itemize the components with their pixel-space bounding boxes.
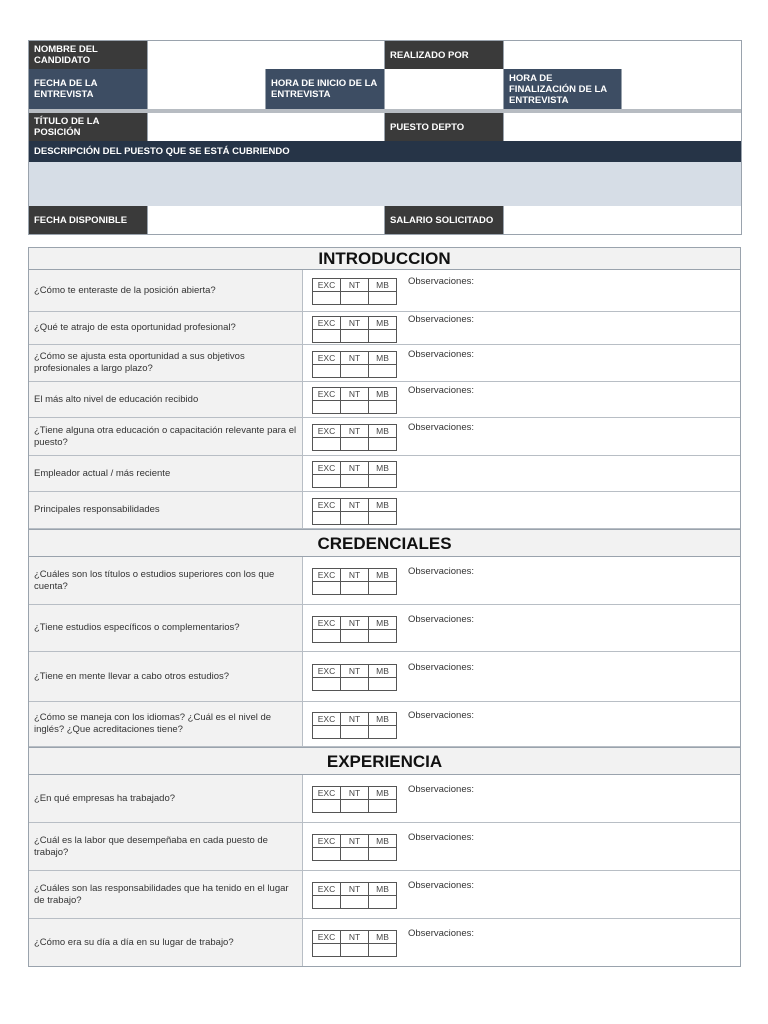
- salary-field[interactable]: [504, 206, 741, 234]
- rating-label-mb: MB: [369, 713, 397, 726]
- question-text: ¿Cuáles son los títulos o estudios superiores con los que cuenta?: [29, 557, 303, 604]
- observations-label: Observaciones:: [408, 928, 475, 939]
- rating-label-nt: NT: [341, 388, 369, 401]
- question-text: ¿Cómo te enteraste de la posición abierta?: [29, 270, 303, 311]
- rating-box-exc[interactable]: [313, 848, 341, 861]
- answer-cell: [303, 919, 740, 966]
- question-row: [29, 823, 740, 871]
- rating-label-mb: MB: [369, 665, 397, 678]
- question-row: [29, 702, 740, 747]
- question-row: [29, 605, 740, 652]
- rating-label-exc: EXC: [313, 617, 341, 630]
- description-field[interactable]: [29, 162, 741, 206]
- rating-label-exc: EXC: [313, 462, 341, 475]
- observations-label: Observaciones:: [408, 784, 475, 795]
- position-title-label: TÍTULO DE LA POSICIÓN: [29, 113, 148, 141]
- rating-box-nt[interactable]: [341, 582, 369, 595]
- question-row: [29, 270, 740, 312]
- rating-box-nt[interactable]: [341, 678, 369, 691]
- rating-box-exc[interactable]: [313, 401, 341, 414]
- performed-by-field[interactable]: [504, 41, 741, 69]
- question-row: [29, 557, 740, 605]
- rating-label-mb: MB: [369, 569, 397, 582]
- rating-grid: [312, 316, 397, 343]
- answer-cell: [303, 775, 740, 822]
- question-row: [29, 418, 740, 456]
- rating-box-mb[interactable]: [369, 438, 397, 451]
- rating-label-exc: EXC: [313, 279, 341, 292]
- question-text: El más alto nivel de educación recibido: [29, 382, 303, 417]
- rating-box-exc[interactable]: [313, 678, 341, 691]
- section-title: EXPERIENCIA: [29, 747, 740, 775]
- observations-label: Observaciones:: [408, 614, 475, 625]
- rating-label-nt: NT: [341, 425, 369, 438]
- rating-grid: [312, 930, 397, 957]
- observations-label: Observaciones:: [408, 880, 475, 891]
- rating-box-mb[interactable]: [369, 475, 397, 488]
- rating-box-mb[interactable]: [369, 512, 397, 525]
- rating-label-nt: NT: [341, 352, 369, 365]
- rating-box-nt[interactable]: [341, 401, 369, 414]
- rating-label-mb: MB: [369, 787, 397, 800]
- end-time-field[interactable]: [622, 69, 741, 109]
- question-row: [29, 652, 740, 702]
- question-row: [29, 456, 740, 492]
- rating-box-nt[interactable]: [341, 726, 369, 739]
- rating-box-exc[interactable]: [313, 726, 341, 739]
- rating-box-nt[interactable]: [341, 475, 369, 488]
- rating-label-exc: EXC: [313, 931, 341, 944]
- rating-grid: [312, 616, 397, 643]
- rating-box-exc[interactable]: [313, 330, 341, 343]
- rating-label-exc: EXC: [313, 713, 341, 726]
- question-row: [29, 871, 740, 919]
- rating-box-mb[interactable]: [369, 292, 397, 305]
- rating-grid: [312, 461, 397, 488]
- rating-label-exc: EXC: [313, 425, 341, 438]
- rating-label-mb: MB: [369, 425, 397, 438]
- rating-box-mb[interactable]: [369, 800, 397, 813]
- rating-box-mb[interactable]: [369, 582, 397, 595]
- answer-cell: [303, 312, 740, 344]
- description-label: DESCRIPCIÓN DEL PUESTO QUE SE ESTÁ CUBRIENDO: [29, 141, 741, 162]
- question-text: ¿Cuál es la labor que desempeñaba en cada puesto de trabajo?: [29, 823, 303, 870]
- answer-cell: [303, 382, 740, 417]
- rating-box-mb[interactable]: [369, 944, 397, 957]
- rating-box-nt[interactable]: [341, 512, 369, 525]
- rating-box-exc[interactable]: [313, 630, 341, 643]
- rating-grid: [312, 498, 397, 525]
- rating-label-nt: NT: [341, 835, 369, 848]
- rating-label-mb: MB: [369, 931, 397, 944]
- question-text: ¿Cómo se ajusta esta oportunidad a sus objetivos profesionales a largo plazo?: [29, 345, 303, 381]
- rating-label-mb: MB: [369, 352, 397, 365]
- rating-box-mb[interactable]: [369, 678, 397, 691]
- rating-label-exc: EXC: [313, 499, 341, 512]
- observations-label: Observaciones:: [408, 314, 475, 325]
- start-time-label: HORA DE INICIO DE LA ENTREVISTA: [266, 69, 385, 109]
- observations-label: Observaciones:: [408, 566, 475, 577]
- dept-label: PUESTO DEPTO: [385, 113, 504, 141]
- rating-label-nt: NT: [341, 931, 369, 944]
- dept-field[interactable]: [504, 113, 741, 141]
- rating-box-exc[interactable]: [313, 582, 341, 595]
- rating-label-exc: EXC: [313, 787, 341, 800]
- rating-label-nt: NT: [341, 499, 369, 512]
- observations-label: Observaciones:: [408, 349, 475, 360]
- salary-label: SALARIO SOLICITADO: [385, 206, 504, 234]
- rating-label-nt: NT: [341, 462, 369, 475]
- available-date-field[interactable]: [148, 206, 385, 234]
- answer-cell: [303, 270, 740, 311]
- question-text: ¿Tiene alguna otra educación o capacitación relevante para el puesto?: [29, 418, 303, 455]
- rating-box-nt[interactable]: [341, 896, 369, 909]
- rating-box-mb[interactable]: [369, 401, 397, 414]
- rating-box-mb[interactable]: [369, 630, 397, 643]
- question-text: ¿Cómo era su día a día en su lugar de trabajo?: [29, 919, 303, 966]
- question-row: [29, 382, 740, 418]
- rating-grid: [312, 664, 397, 691]
- rating-label-exc: EXC: [313, 317, 341, 330]
- rating-grid: [312, 568, 397, 595]
- rating-label-nt: NT: [341, 617, 369, 630]
- rating-label-mb: MB: [369, 835, 397, 848]
- observations-label: Observaciones:: [408, 385, 475, 396]
- question-row: [29, 345, 740, 382]
- rating-box-nt[interactable]: [341, 944, 369, 957]
- rating-grid: [312, 834, 397, 861]
- question-text: Empleador actual / más reciente: [29, 456, 303, 491]
- rating-box-exc[interactable]: [313, 438, 341, 451]
- observations-label: Observaciones:: [408, 662, 475, 673]
- question-row: [29, 312, 740, 345]
- position-title-field[interactable]: [148, 113, 385, 141]
- rating-label-exc: EXC: [313, 569, 341, 582]
- rating-box-mb[interactable]: [369, 848, 397, 861]
- observations-label: Observaciones:: [408, 832, 475, 843]
- interview-date-field[interactable]: [148, 69, 266, 109]
- answer-cell: [303, 823, 740, 870]
- rating-box-exc[interactable]: [313, 365, 341, 378]
- rating-grid: [312, 351, 397, 378]
- answer-cell: [303, 492, 740, 528]
- start-time-field[interactable]: [385, 69, 504, 109]
- rating-label-mb: MB: [369, 617, 397, 630]
- rating-label-mb: MB: [369, 317, 397, 330]
- section-title: CREDENCIALES: [29, 529, 740, 557]
- rating-label-nt: NT: [341, 665, 369, 678]
- rating-box-mb[interactable]: [369, 330, 397, 343]
- rating-box-mb[interactable]: [369, 365, 397, 378]
- candidate-name-label: NOMBRE DEL CANDIDATO: [29, 41, 148, 69]
- rating-box-exc[interactable]: [313, 944, 341, 957]
- question-text: ¿En qué empresas ha trabajado?: [29, 775, 303, 822]
- answer-cell: [303, 345, 740, 381]
- rating-grid: [312, 387, 397, 414]
- rating-grid: [312, 278, 397, 305]
- rating-box-exc[interactable]: [313, 896, 341, 909]
- question-text: ¿Cuáles son las responsabilidades que ha tenido en el lugar de trabajo?: [29, 871, 303, 918]
- rating-label-mb: MB: [369, 499, 397, 512]
- question-row: [29, 492, 740, 529]
- answer-cell: [303, 871, 740, 918]
- rating-label-nt: NT: [341, 317, 369, 330]
- rating-grid: [312, 882, 397, 909]
- rating-grid: [312, 424, 397, 451]
- rating-box-nt[interactable]: [341, 438, 369, 451]
- rating-label-mb: MB: [369, 883, 397, 896]
- rating-label-mb: MB: [369, 462, 397, 475]
- rating-label-nt: NT: [341, 279, 369, 292]
- available-date-label: FECHA DISPONIBLE: [29, 206, 148, 234]
- rating-box-exc[interactable]: [313, 800, 341, 813]
- rating-grid: [312, 786, 397, 813]
- answer-cell: [303, 652, 740, 701]
- rating-box-mb[interactable]: [369, 726, 397, 739]
- rating-label-exc: EXC: [313, 388, 341, 401]
- answer-cell: [303, 456, 740, 491]
- rating-label-nt: NT: [341, 883, 369, 896]
- question-text: Principales responsabilidades: [29, 492, 303, 528]
- interview-header-form: [28, 40, 742, 235]
- rating-box-nt[interactable]: [341, 365, 369, 378]
- answer-cell: [303, 605, 740, 651]
- observations-label: Observaciones:: [408, 276, 475, 287]
- rating-label-exc: EXC: [313, 665, 341, 678]
- question-text: ¿Tiene estudios específicos o complementarios?: [29, 605, 303, 651]
- interview-questions-table: [28, 247, 741, 967]
- rating-box-nt[interactable]: [341, 292, 369, 305]
- observations-label: Observaciones:: [408, 422, 475, 433]
- rating-label-exc: EXC: [313, 835, 341, 848]
- rating-label-nt: NT: [341, 713, 369, 726]
- rating-box-nt[interactable]: [341, 848, 369, 861]
- observations-label: Observaciones:: [408, 710, 475, 721]
- rating-label-mb: MB: [369, 279, 397, 292]
- rating-box-mb[interactable]: [369, 896, 397, 909]
- candidate-name-field[interactable]: [148, 41, 385, 69]
- rating-box-nt[interactable]: [341, 630, 369, 643]
- question-text: ¿Tiene en mente llevar a cabo otros estudios?: [29, 652, 303, 701]
- end-time-label: HORA DE FINALIZACIÓN DE LA ENTREVISTA: [504, 69, 622, 109]
- rating-label-nt: NT: [341, 787, 369, 800]
- rating-label-mb: MB: [369, 388, 397, 401]
- question-row: [29, 775, 740, 823]
- rating-label-nt: NT: [341, 569, 369, 582]
- rating-label-exc: EXC: [313, 883, 341, 896]
- answer-cell: [303, 702, 740, 746]
- rating-box-exc[interactable]: [313, 512, 341, 525]
- rating-box-exc[interactable]: [313, 475, 341, 488]
- question-row: [29, 919, 740, 966]
- answer-cell: [303, 418, 740, 455]
- rating-box-nt[interactable]: [341, 800, 369, 813]
- interview-date-label: FECHA DE LA ENTREVISTA: [29, 69, 148, 109]
- rating-box-nt[interactable]: [341, 330, 369, 343]
- answer-cell: [303, 557, 740, 604]
- question-text: ¿Qué te atrajo de esta oportunidad profesional?: [29, 312, 303, 344]
- rating-grid: [312, 712, 397, 739]
- performed-by-label: REALIZADO POR: [385, 41, 504, 69]
- rating-box-exc[interactable]: [313, 292, 341, 305]
- section-title: INTRODUCCION: [29, 248, 740, 270]
- question-text: ¿Cómo se maneja con los idiomas? ¿Cuál es el nivel de inglés? ¿Que acreditaciones tiene?: [29, 702, 303, 746]
- rating-label-exc: EXC: [313, 352, 341, 365]
